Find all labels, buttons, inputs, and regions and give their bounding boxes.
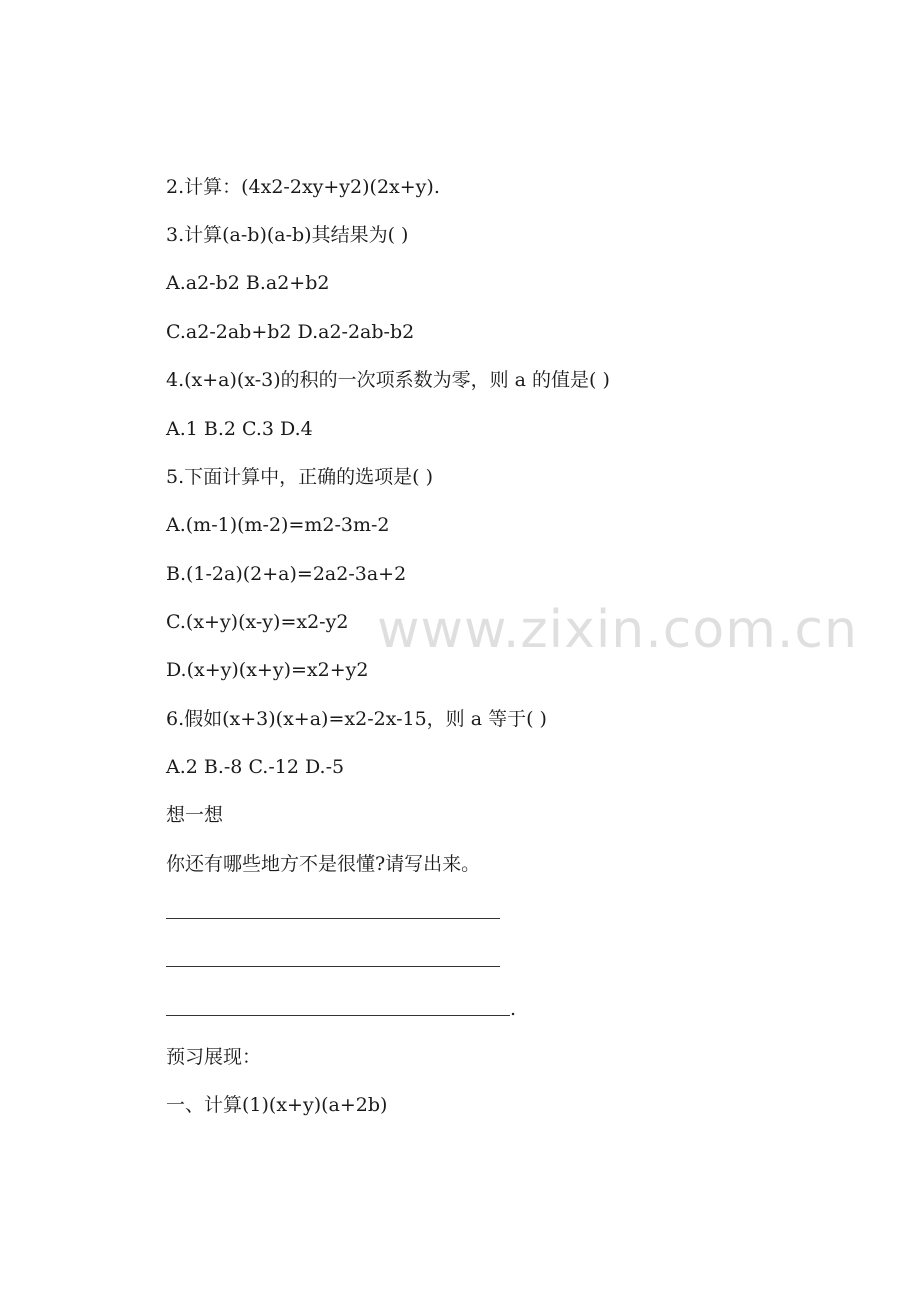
question-5-option-c: C.(x+y)(x-y)=x2-y2	[166, 611, 349, 633]
answer-blank-line-3[interactable]	[166, 1015, 510, 1016]
think-heading: 想一想	[166, 804, 224, 826]
think-prompt: 你还有哪些地方不是很懂?请写出来。	[166, 853, 481, 875]
question-6: 6.假如(x+3)(x+a)=x2-2x-15，则 a 等于( )	[166, 708, 547, 730]
preview-item-1: 一、计算(1)(x+y)(a+2b)	[166, 1094, 388, 1116]
question-4-options: A.1 B.2 C.3 D.4	[166, 418, 313, 440]
watermark: www.zixin.com.cn	[377, 600, 858, 660]
preview-heading: 预习展现：	[166, 1046, 262, 1068]
question-4: 4.(x+a)(x-3)的积的一次项系数为零，则 a 的值是( )	[166, 369, 610, 391]
question-3: 3.计算(a-b)(a-b)其结果为( )	[166, 224, 409, 246]
answer-blank-line-1[interactable]	[166, 918, 500, 919]
question-5: 5.下面计算中，正确的选项是( )	[166, 466, 433, 488]
question-3-options-ab: A.a2-b2 B.a2+b2	[166, 272, 330, 294]
question-2: 2.计算：(4x2-2xy+y2)(2x+y).	[166, 176, 440, 198]
answer-blank-line-2[interactable]	[166, 966, 500, 967]
question-5-option-a: A.(m-1)(m-2)=m2-3m-2	[166, 514, 390, 536]
end-period: .	[510, 998, 517, 1020]
question-5-option-b: B.(1-2a)(2+a)=2a2-3a+2	[166, 563, 407, 585]
question-3-options-cd: C.a2-2ab+b2 D.a2-2ab-b2	[166, 321, 415, 343]
question-6-options: A.2 B.-8 C.-12 D.-5	[166, 756, 345, 778]
question-5-option-d: D.(x+y)(x+y)=x2+y2	[166, 659, 369, 681]
